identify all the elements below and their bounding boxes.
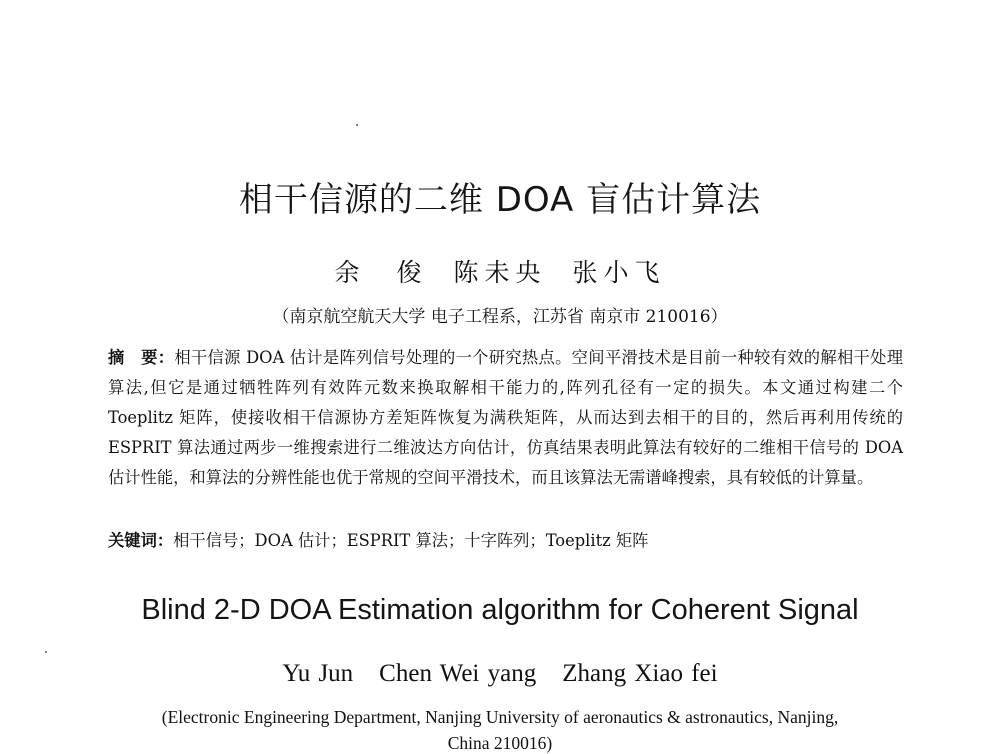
keywords-text: 相干信号；DOA 估计；ESPRIT 算法；十字阵列；Toeplitz 矩阵: [173, 531, 649, 550]
scan-speck: [45, 651, 47, 653]
english-affiliation-cont: China 210016): [447, 733, 553, 753]
keywords-label: 关键词：: [108, 531, 174, 550]
english-title: Blind 2-D DOA Estimation algorithm for Coherent Signal: [141, 594, 859, 626]
author-name: 张小飞: [572, 258, 666, 287]
english-affiliation: (Electronic Engineering Department, Nanjing University of aeronautics & astronautics, Nanjing,: [161, 707, 839, 727]
english-authors: [0, 660, 1000, 688]
author-name: Zhang Xiao fei: [562, 660, 718, 687]
chinese-authors: [0, 253, 1000, 289]
chinese-title: 相干信源的二维 DOA 盲估计算法: [238, 180, 762, 220]
author-name: Yu Jun: [282, 660, 354, 687]
abstract-label: 摘 要：: [108, 348, 175, 367]
chinese-affiliation: （南京航空航天大学 电子工程系，江苏省 南京市 210016）: [272, 307, 728, 327]
chinese-keywords: [108, 528, 903, 554]
abstract-text: 相干信源 DOA 估计是阵列信号处理的一个研究热点。空间平滑技术是目前一种较有效的解相干处理算法,但它是通过牺牲阵列有效阵元数来换取解相干能力的,阵列孔径有一定的损失。本文通过构建二个 Toeplitz 矩阵，使接收相干信源协方差矩阵恢复为满秩矩阵，从而达到去相干的目的，然后再利用传统的 ESPRIT 算法通过两步一维搜索进行二维波达方向估计，仿真结果表明此算法有较好的二维相干信号的 DOA 估计性能，和算法的分辨性能也优于常规的空间平滑技术，而且该算法无需谱峰搜索，具有较低的计算量。: [108, 348, 903, 487]
author-name: 余 俊: [334, 258, 428, 287]
author-name: Chen Wei yang: [379, 660, 537, 687]
author-name: 陈未央: [453, 258, 547, 287]
chinese-abstract: [108, 343, 903, 493]
scan-speck: [356, 124, 358, 126]
